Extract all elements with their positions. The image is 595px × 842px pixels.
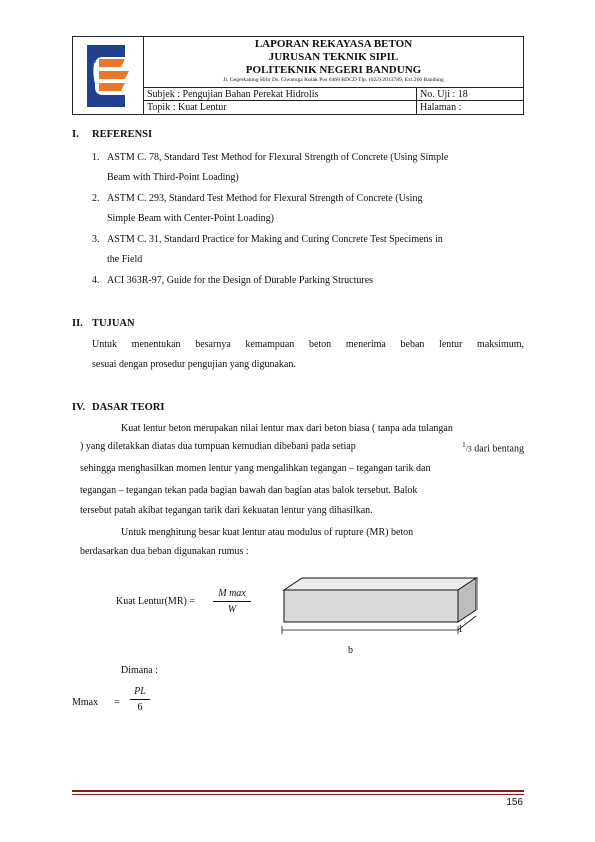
theory-p1-line2 (80, 441, 524, 454)
beam-side-dimension: 1 (458, 624, 463, 635)
theory-p1-line3: sehingga menghasilkan momen lentur yang mengalihkan tegangan – tegangan tarik dan (80, 463, 431, 474)
reference-number: 2. (92, 193, 100, 204)
theory-p1-line5: tersebut patah akibat tegangan tarik dari kekuatan lentur yang dihasilkan. (80, 505, 373, 516)
reference-text-line1: ASTM C. 31, Standard Practice for Making and Curing Concrete Test Specimens in (107, 234, 443, 245)
reference-text-line2: the Field (107, 254, 143, 265)
section-title: DASAR TEORI (92, 402, 165, 413)
reference-text-line1: ACI 363R-97, Guide for the Design of Durable Parking Structures (107, 275, 374, 286)
theory-p1-line2-start: ) yang diletakkan diatas dua tumpuan kemudian dibebani pada setiap (80, 441, 359, 452)
reference-text-line2: Simple Beam with Center-Point Loading) (107, 213, 274, 224)
reference-number: 4. (92, 275, 100, 286)
department-title: JURUSAN TEKNIK SIPIL (268, 51, 399, 63)
fraction-numerator: 1 (462, 441, 466, 449)
page-number: 156 (506, 797, 523, 808)
section-number: II. (72, 318, 83, 329)
theory-p2-line1: Untuk menghitung besar kuat lentur atau modulus of rupture (MR) beton (121, 527, 414, 538)
theory-p2-line2: berdasarkan dua beban digunakan rumus : (80, 546, 249, 557)
tujuan-line2: sesuai dengan prosedur pengujian yang digunakan. (92, 359, 296, 370)
institution-title: POLITEKNIK NEGERI BANDUNG (245, 64, 422, 76)
header-row-subject (144, 87, 523, 101)
header-row-topic (144, 100, 523, 115)
mmax-numerator: PL (134, 686, 146, 697)
header-divider (416, 101, 417, 115)
fraction-bar (213, 601, 251, 602)
footer-rule (72, 790, 524, 792)
section-number: IV. (72, 402, 85, 413)
section-title: TUJUAN (92, 318, 135, 329)
beam-diagram (278, 572, 478, 642)
topic-text: Topik : Kuat Lentur (147, 102, 227, 113)
one-third-fraction (462, 441, 524, 454)
reference-number: 3. (92, 234, 100, 245)
section-number: I. (72, 129, 79, 140)
mr-numerator: M max (218, 588, 246, 599)
reference-number: 1. (92, 152, 100, 163)
theory-p1-line1: Kuat lentur beton merupakan nilai lentur max dari beton biasa ( tanpa ada tulangan (121, 423, 453, 434)
institution-address: Jl. Gegerkalong Hilir Ds. Ciwaruga Kotak Pos 6468 BDCD Tlp. (022) 2013789, Ext.266 Bandung (223, 77, 444, 83)
report-title: LAPORAN REKAYASA BETON (254, 38, 413, 50)
mmax-equals: = (114, 697, 120, 708)
mmax-label: Mmax (72, 697, 99, 708)
logo-cell (73, 37, 144, 114)
theory-p1-line2-end: dari bentang (471, 443, 524, 455)
document-header (72, 36, 524, 115)
subject-text: Subjek : Pengujian Bahan Perekat Hidrolis (147, 89, 319, 100)
beam-width-label: b (348, 645, 353, 656)
theory-p1-line4: tegangan – tegangan tekan pada bagian bawah dan bagian atas balok tersebut. Balok (80, 485, 418, 496)
dimana-label: Dimana : (121, 665, 158, 676)
page-label: Halaman : (420, 102, 462, 113)
tujuan-line1: Untuk menentukan besarnya kemampuan beton menerima beban lentur maksimum, (92, 339, 524, 350)
mr-fraction (213, 588, 251, 615)
test-number: No. Uji : 18 (420, 89, 468, 100)
section-title: REFERENSI (92, 129, 153, 140)
reference-text-line1: ASTM C. 78, Standard Test Method for Flexural Strength of Concrete (Using Simple (107, 152, 449, 163)
mmax-fraction (130, 686, 150, 713)
reference-text-line2: Beam with Third-Point Loading) (107, 172, 239, 183)
header-title-block (144, 37, 523, 87)
polban-logo (73, 37, 143, 114)
mmax-denominator: 6 (137, 702, 143, 713)
reference-text-line1: ASTM C. 293, Standard Test Method for Flexural Strength of Concrete (Using (107, 193, 423, 204)
footer-rule (72, 794, 524, 795)
mr-denominator: W (227, 604, 237, 615)
fraction-denominator: /3 (465, 444, 472, 454)
flexural-strength-label: Kuat Lentur(MR) = (116, 596, 195, 607)
fraction-bar (130, 699, 150, 700)
